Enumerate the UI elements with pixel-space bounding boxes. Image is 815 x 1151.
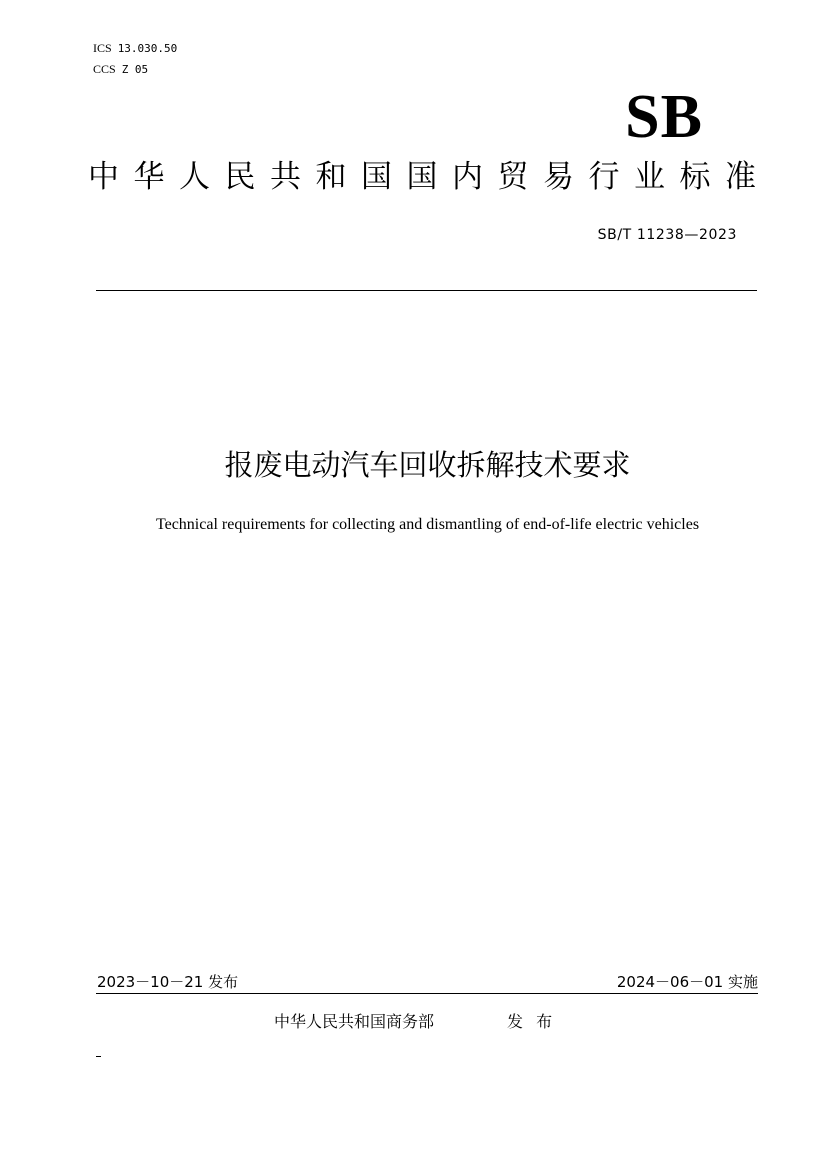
title-char: 国 — [361, 159, 392, 195]
title-char: 业 — [634, 159, 665, 195]
ics-value: 13.030.50 — [117, 42, 178, 55]
issuer-name: 中华人民共和国商务部 — [274, 1012, 435, 1031]
title-char: 贸 — [497, 159, 529, 195]
title-char: 国 — [406, 159, 438, 195]
title-char: 共 — [270, 159, 301, 195]
document-title-en: Technical requirements for collecting and dismantling of end-of-life electric vehicles — [155, 516, 700, 533]
footer-mark — [96, 1056, 101, 1057]
title-char: 中 — [88, 159, 119, 195]
title-char: 人 — [179, 159, 210, 195]
ics-code — [93, 41, 177, 56]
title-char: 和 — [315, 159, 347, 195]
standard-category-title — [88, 155, 756, 199]
issuer-action: 发 布 — [507, 1012, 553, 1031]
ccs-code — [93, 62, 148, 77]
ccs-label: CCS — [93, 62, 116, 76]
ics-label: ICS — [93, 41, 112, 55]
header-divider — [96, 290, 757, 291]
ccs-value: Z 05 — [121, 63, 149, 76]
title-char: 易 — [543, 159, 574, 195]
title-char: 行 — [588, 159, 620, 195]
document-title-cn: 报废电动汽车回收拆解技术要求 — [224, 448, 631, 482]
standard-number: SB/T 11238—2023 — [597, 227, 737, 243]
standard-logo: SB — [625, 83, 703, 151]
issue-date: 2023－10－21 发布 — [97, 973, 239, 991]
title-char: 内 — [452, 159, 483, 195]
footer-divider — [96, 993, 758, 994]
title-char: 华 — [133, 159, 165, 195]
title-char: 准 — [725, 159, 756, 195]
title-char: 标 — [679, 159, 711, 195]
implementation-date: 2024－06－01 实施 — [616, 973, 758, 991]
title-char: 民 — [224, 159, 256, 195]
